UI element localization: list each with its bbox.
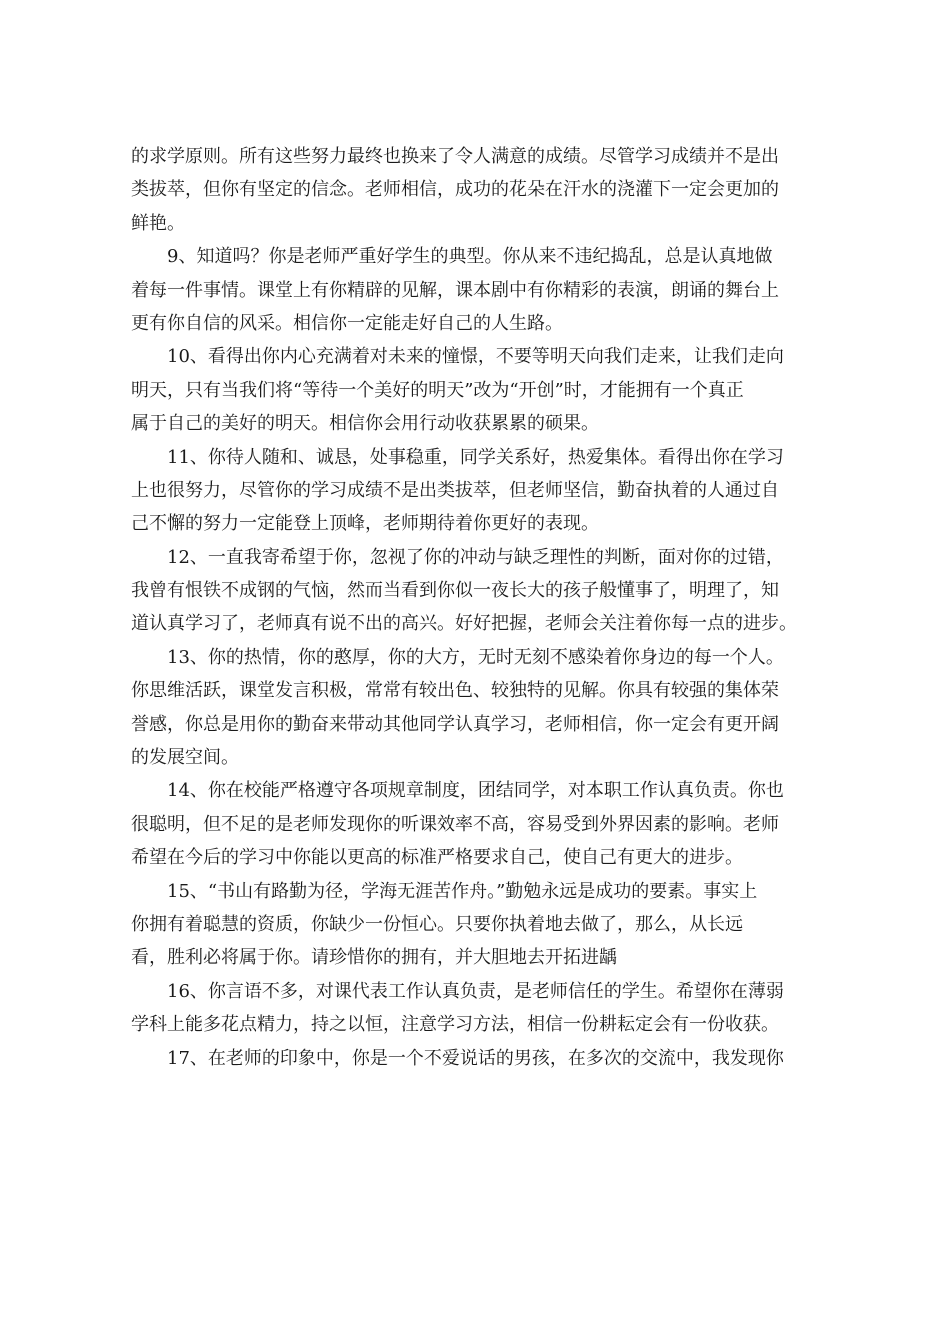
paragraph-13-start: 13、你的热情，你的憨厚，你的大方，无时无刻不感染着你身边的每一个人。 [167, 646, 784, 668]
text-line: 己不懈的努力一定能登上顶峰，老师期待着你更好的表现。 [131, 513, 599, 535]
paragraph-17-start: 17、在老师的印象中，你是一个不爱说话的男孩，在多次的交流中，我发现你 [167, 1047, 784, 1069]
text-line: 看，胜利必将属于你。请珍惜你的拥有，并大胆地去开拓进龋 [131, 947, 617, 969]
text-line: 类拔萃，但你有坚定的信念。老师相信，成功的花朵在汗水的浇灌下一定会更加的 [131, 179, 779, 201]
paragraph-11-start: 11、你待人随和、诚恳，处事稳重，同学关系好，热爱集体。看得出你在学习 [167, 446, 784, 468]
paragraph-12-start: 12、一直我寄希望于你，忽视了你的冲动与缺乏理性的判断，面对你的过错， [167, 546, 784, 568]
paragraph-10-start: 10、看得出你内心充满着对未来的憧憬，不要等明天向我们走来，让我们走向 [167, 346, 784, 368]
text-line: 的求学原则。所有这些努力最终也换来了令人满意的成绩。尽管学习成绩并不是出 [131, 146, 779, 167]
text-line: 学科上能多花点精力，持之以恒，注意学习方法，相信一份耕耘定会有一份收获。 [131, 1014, 779, 1036]
text-line: 誉感，你总是用你的勤奋来带动其他同学认真学习，老师相信，你一定会有更开阔 [131, 713, 779, 735]
paragraph-9-start: 9、知道吗？你是老师严重好学生的典型。你从来不违纪捣乱，总是认真地做 [167, 246, 773, 268]
text-line: 鲜艳。 [131, 212, 185, 234]
text-line: 属于自己的美好的明天。相信你会用行动收获累累的硕果。 [131, 413, 599, 435]
text-line: 你拥有着聪慧的资质，你缺少一份恒心。只要你执着地去做了，那么，从长远 [131, 913, 743, 935]
text-line: 我曾有恨铁不成钢的气恼，然而当看到你似一夜长大的孩子般懂事了，明理了，知 [131, 580, 779, 602]
text-line: 你思维活跃，课堂发言积极，常常有较出色、较独特的见解。你具有较强的集体荣 [131, 680, 779, 702]
text-line: 上也很努力，尽管你的学习成绩不是出类拔萃，但老师坚信，勤奋执着的人通过自 [131, 479, 779, 501]
document-body [131, 140, 831, 1075]
text-line: 道认真学习了，老师真有说不出的高兴。好好把握，老师会关注着你每一点的进步。 [131, 613, 797, 635]
text-line: 明天，只有当我们将“等待一个美好的明天”改为“开创”时，才能拥有一个真正 [131, 379, 744, 401]
text-line: 希望在今后的学习中你能以更高的标准严格要求自己，使自己有更大的进步。 [131, 847, 743, 869]
text-line: 很聪明，但不足的是老师发现你的听课效率不高，容易受到外界因素的影响。老师 [131, 813, 779, 835]
text-line: 着每一件事情。课堂上有你精辟的见解，课本剧中有你精彩的表演，朗诵的舞台上 [131, 279, 779, 301]
paragraph-15-start: 15、“书山有路勤为径，学海无涯苦作舟。”勤勉永远是成功的要素。事实上 [167, 880, 758, 902]
paragraph-14-start: 14、你在校能严格遵守各项规章制度，团结同学，对本职工作认真负责。你也 [167, 780, 784, 802]
text-line: 更有你自信的风采。相信你一定能走好自己的人生路。 [131, 312, 563, 334]
paragraph-16-start: 16、你言语不多，对课代表工作认真负责，是老师信任的学生。希望你在薄弱 [167, 980, 784, 1002]
text-line: 的发展空间。 [131, 747, 239, 769]
